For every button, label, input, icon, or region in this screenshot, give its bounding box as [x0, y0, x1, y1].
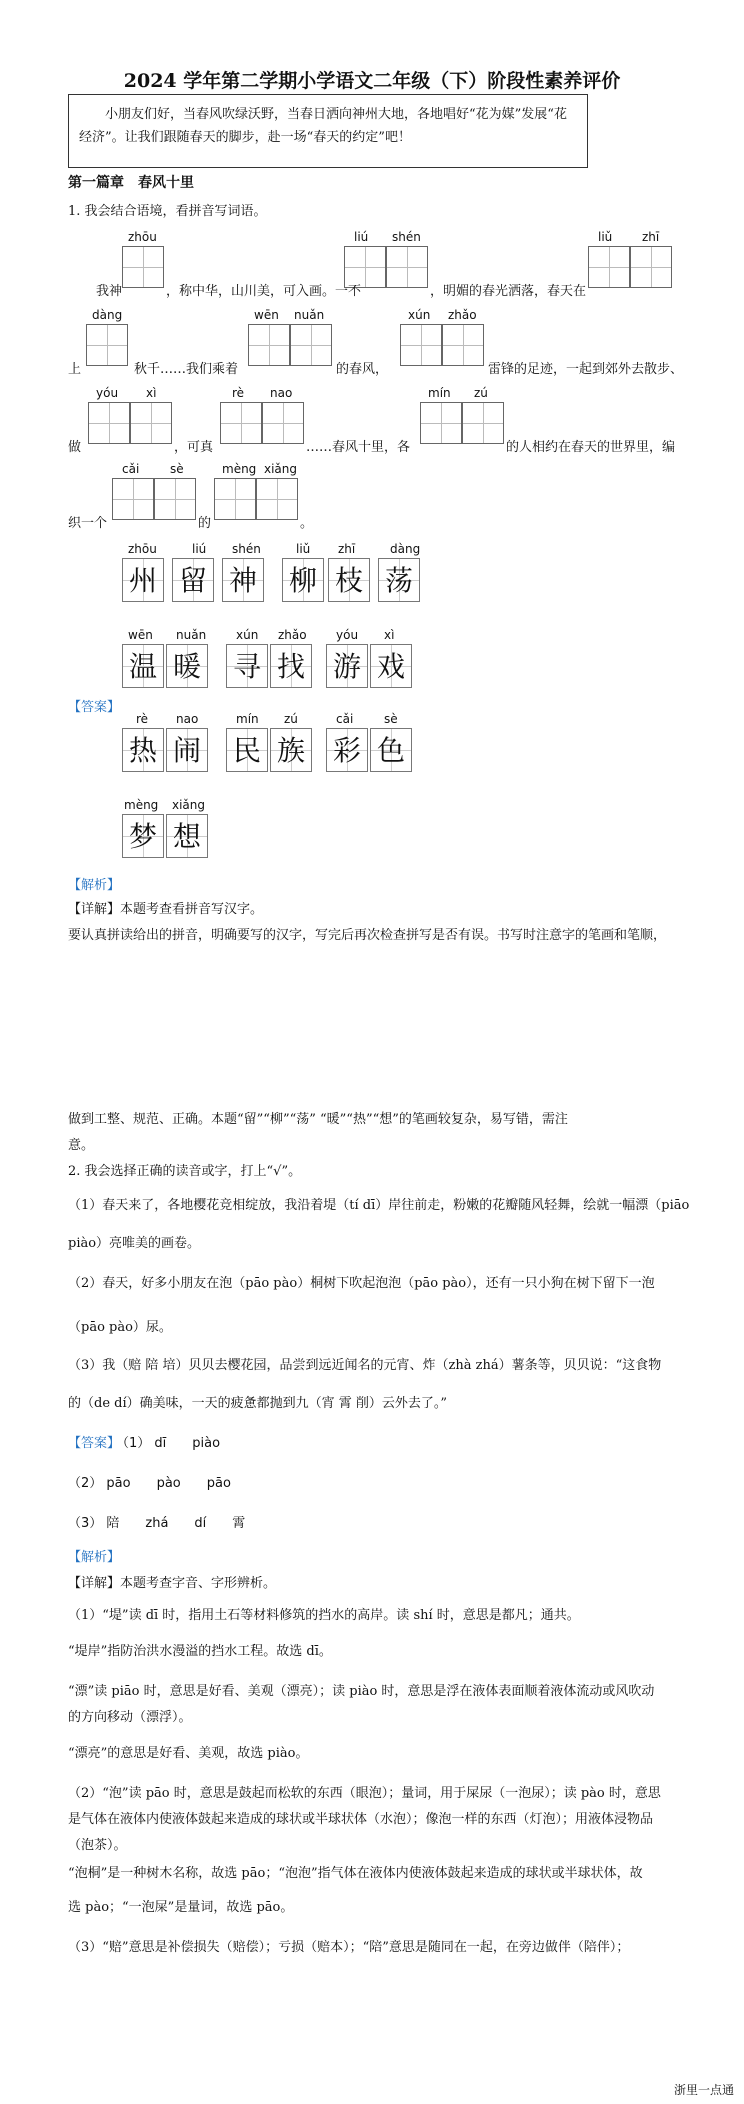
- analysis-text: （2）“泡”读 pāo 时，意思是鼓起而松软的东西（眼泡）；量词，用于屎尿（一泡尿）；读 pào 时，意思: [68, 1786, 661, 1801]
- py: liǔ: [598, 230, 613, 244]
- analysis-text: “泡桐”是一种树木名称，故选 pāo；“泡泡”指气体在液体内使液体鼓起来造成的球状或半球状体，故: [68, 1866, 643, 1881]
- answer-line: （3） 陪 zhá dí 霄: [68, 1516, 246, 1531]
- py: rè: [232, 386, 245, 400]
- q1-text: ，可真: [174, 440, 214, 455]
- analysis-label: 【解析】: [68, 878, 121, 893]
- answer-box[interactable]: [290, 324, 332, 366]
- py: sè: [170, 462, 184, 476]
- q2-sentence: （2）春天，好多小朋友在泡（pāo pào）桐树下吹起泡泡（pāo pào），还有一只小狗在树下留下一泡: [68, 1276, 655, 1291]
- analysis-text: （泡茶）。: [68, 1838, 127, 1853]
- q1-text: 秋千……我们乘着: [134, 362, 239, 377]
- analysis-text: 【详解】本题考查字音、字形辨析。: [68, 1576, 277, 1591]
- q1-text: 雷锋的足迹，一起到郊外去散步、: [488, 362, 684, 377]
- answer-py: dàng: [390, 542, 421, 556]
- answer-char: 荡: [378, 558, 420, 602]
- q1-text: 织一个: [68, 516, 108, 531]
- analysis-text: 是气体在液体内使液体鼓起来造成的球状或半球状体（水泡）；像泡一样的东西（灯泡）；用液体浸物品: [68, 1812, 654, 1827]
- analysis-text: “漂亮”的意思是好看、美观，故选 piào。: [68, 1746, 309, 1761]
- answer-line: （1） dī piào: [116, 1436, 221, 1451]
- answer-box[interactable]: [130, 402, 172, 444]
- answer-char: 枝: [328, 558, 370, 602]
- answer-py: mín: [236, 712, 259, 726]
- answer-box[interactable]: [248, 324, 290, 366]
- q1-text: ，明媚的春光洒落，春天在: [430, 284, 587, 299]
- analysis-text: （1）“堤”读 dī 时，指用土石等材料修筑的挡水的高岸。读 shí 时，意思是都凡；通共。: [68, 1608, 580, 1623]
- answer-py: cǎi: [336, 712, 354, 726]
- answer-line: （2） pāo pào pāo: [68, 1476, 231, 1491]
- analysis-text: （3）“赔”意思是补偿损失（赔偿）；亏损（赔本）；“陪”意思是随同在一起，在旁边做伴（陪伴）；: [68, 1940, 630, 1955]
- analysis-text: 做到工整、规范、正确。本题“留”“柳”“荡” “暖”“热”“想”的笔画较复杂，易写错，需注: [68, 1112, 568, 1127]
- py: yóu: [96, 386, 119, 400]
- q2-stem: 2. 我会选择正确的读音或字，打上“√”。: [68, 1164, 302, 1179]
- answer-box[interactable]: [86, 324, 128, 366]
- analysis-text: “堤岸”指防治洪水漫溢的挡水工程。故选 dī。: [68, 1644, 332, 1659]
- q1-text: 。: [300, 516, 314, 531]
- answer-box[interactable]: [122, 246, 164, 288]
- answer-char: 色: [370, 728, 412, 772]
- answer-box[interactable]: [220, 402, 262, 444]
- page-title: 2024 学年第二学期小学语文二年级（下）阶段性素养评价: [123, 70, 621, 92]
- answer-box[interactable]: [588, 246, 630, 288]
- answer-char: 闹: [166, 728, 208, 772]
- q1-text: 的人相约在春天的世界里，编: [506, 440, 676, 455]
- analysis-text: 的方向移动（漂浮）。: [68, 1710, 192, 1725]
- answer-py: rè: [136, 712, 149, 726]
- answer-char: 留: [172, 558, 214, 602]
- py: zhōu: [128, 230, 157, 244]
- answer-box[interactable]: [630, 246, 672, 288]
- py: xì: [146, 386, 157, 400]
- answer-py: wēn: [128, 628, 153, 642]
- py: dàng: [92, 308, 123, 322]
- py: shén: [392, 230, 421, 244]
- answer-char: 州: [122, 558, 164, 602]
- answer-py: zhī: [338, 542, 356, 556]
- answer-char: 想: [166, 814, 208, 858]
- section-heading: 第一篇章 春风十里: [68, 175, 194, 191]
- py: wēn: [254, 308, 279, 322]
- answer-box[interactable]: [256, 478, 298, 520]
- answer-py: liú: [192, 542, 207, 556]
- answer-box[interactable]: [386, 246, 428, 288]
- analysis-text: 选 pào；“一泡屎”是量词，故选 pāo。: [68, 1900, 294, 1915]
- py: nuǎn: [294, 308, 325, 322]
- analysis-text: 要认真拼读给出的拼音，明确要写的汉字，写完后再次检查拼写是否有误。书写时注意字的笔画和笔顺，: [68, 928, 667, 943]
- py: nao: [270, 386, 293, 400]
- analysis-label: 【解析】: [68, 1550, 121, 1565]
- py: mín: [428, 386, 451, 400]
- answer-py: xiǎng: [172, 798, 206, 812]
- answer-py: liǔ: [296, 542, 311, 556]
- answer-box[interactable]: [420, 402, 462, 444]
- footer-brand: 浙里一点通: [673, 2083, 734, 2097]
- answer-box[interactable]: [262, 402, 304, 444]
- answer-char: 彩: [326, 728, 368, 772]
- answer-char: 温: [122, 644, 164, 688]
- analysis-text: “漂”读 piāo 时，意思是好看、美观（漂亮）；读 piào 时，意思是浮在液体表面顺着液体流动或风吹动: [68, 1684, 655, 1699]
- answer-char: 热: [122, 728, 164, 772]
- q1-text: 做: [68, 440, 82, 455]
- py: xún: [408, 308, 431, 322]
- q2-sentence: 的（de dí）确美味，一天的疲惫都抛到九（宵 霄 削）云外去了。”: [68, 1396, 448, 1411]
- answer-py: shén: [232, 542, 261, 556]
- answer-py: nao: [176, 712, 199, 726]
- answer-char: 暖: [166, 644, 208, 688]
- py: mèng: [222, 462, 257, 476]
- q2-sentence: piào）亮唯美的画卷。: [68, 1236, 201, 1251]
- answer-char: 神: [222, 558, 264, 602]
- answer-char: 戏: [370, 644, 412, 688]
- q1-text: ……春风十里，各: [306, 440, 411, 455]
- answer-py: sè: [384, 712, 398, 726]
- q2-sentence: （3）我（赔 陪 培）贝贝去樱花园，品尝到远近闻名的元宵、炸（zhà zhá）薯条等，贝贝说：“这食物: [68, 1358, 662, 1373]
- answer-label: 【答案】: [68, 1436, 121, 1451]
- answer-box[interactable]: [400, 324, 442, 366]
- answer-char: 梦: [122, 814, 164, 858]
- answer-box[interactable]: [442, 324, 484, 366]
- answer-char: 柳: [282, 558, 324, 602]
- q1-text: 的春风，: [336, 362, 389, 377]
- answer-box[interactable]: [112, 478, 154, 520]
- q1-text: 我神: [96, 284, 123, 299]
- py: zhǎo: [448, 308, 477, 322]
- q2-sentence: （pāo pào）尿。: [68, 1320, 172, 1335]
- analysis-text: 【详解】本题考查看拼音写汉字。: [68, 902, 264, 917]
- intro-box: 小朋友们好，当春风吹绿沃野，当春日洒向神州大地，各地唱好“花为媒”发展“花经济”。让我们跟随春天的脚步，赴一场“春天的约定”吧！: [68, 94, 588, 168]
- answer-py: yóu: [336, 628, 359, 642]
- answer-py: xún: [236, 628, 259, 642]
- py: xiǎng: [264, 462, 298, 476]
- answer-char: 游: [326, 644, 368, 688]
- py: cǎi: [122, 462, 140, 476]
- q2-sentence: （1）春天来了，各地樱花竞相绽放，我沿着堤（tí dī）岸往前走，粉嫩的花瓣随风轻舞，绘就一幅漂（piāo: [68, 1198, 690, 1213]
- q1-stem: 1. 我会结合语境，看拼音写词语。: [68, 204, 267, 219]
- answer-char: 民: [226, 728, 268, 772]
- answer-py: zhǎo: [278, 628, 307, 642]
- answer-char: 找: [270, 644, 312, 688]
- q1-text: 上: [68, 362, 82, 377]
- analysis-text: 意。: [68, 1138, 95, 1153]
- answer-label: 【答案】: [68, 700, 121, 715]
- answer-box[interactable]: [88, 402, 130, 444]
- answer-py: mèng: [124, 798, 159, 812]
- answer-py: xì: [384, 628, 395, 642]
- q1-text: 的: [198, 516, 212, 531]
- py: zú: [474, 386, 488, 400]
- answer-box[interactable]: [462, 402, 504, 444]
- answer-char: 族: [270, 728, 312, 772]
- answer-char: 寻: [226, 644, 268, 688]
- answer-box[interactable]: [154, 478, 196, 520]
- answer-box[interactable]: [214, 478, 256, 520]
- py: liú: [354, 230, 369, 244]
- py: zhī: [642, 230, 660, 244]
- answer-py: zhōu: [128, 542, 157, 556]
- answer-py: nuǎn: [176, 628, 207, 642]
- q1-text: ，称中华，山川美，可入画。一不: [166, 284, 362, 299]
- answer-py: zú: [284, 712, 298, 726]
